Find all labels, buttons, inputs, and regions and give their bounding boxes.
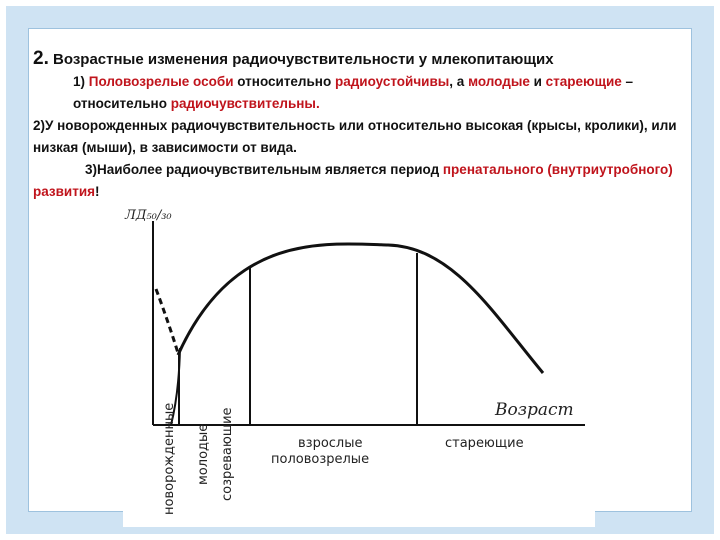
category-young: молодые (196, 423, 211, 485)
category-sexually-mature: половозрелые (271, 452, 370, 467)
category-adult: взрослые (298, 436, 363, 451)
radioresistance-curve (178, 244, 543, 373)
title-text: Возрастные изменения радиочувствительности у млекопитающих (48, 51, 554, 68)
point-2: 2)У новорожденных радиочувствительность или относительно высокая (крысы, кролики), или низкая (мыши), в зависимости от вида. (33, 118, 677, 155)
term-young: молодые (468, 74, 530, 89)
term-aging: стареющие (545, 74, 622, 89)
category-maturing: созревающие (220, 407, 235, 501)
y-axis-label: ЛД₅₀/₃₀ (125, 208, 172, 223)
point-1-text-b: , а (449, 74, 469, 89)
term-prenatal: пренатального (внутриутробного) развития (33, 162, 673, 199)
term-mature: Половозрелые особи (88, 74, 234, 89)
dashed-curve-segment (156, 289, 178, 353)
point-3 (33, 159, 683, 203)
point-1-text-c: и (529, 74, 546, 89)
slide-title (33, 48, 683, 71)
term-radiosensitive: радиочувствительны. (170, 96, 320, 111)
point-1-number: 1) (73, 74, 89, 89)
slide-text (33, 48, 683, 203)
age-radiosensitivity-figure (123, 203, 595, 527)
figure-svg (123, 203, 595, 527)
category-aging: стареющие (445, 436, 524, 451)
x-axis-label: Возраст (495, 400, 574, 420)
term-radioresistant: радиоустойчивы (334, 74, 450, 89)
point-1 (33, 71, 683, 115)
point-3-text: 3)Наиболее радиочувствительным является период (85, 162, 443, 177)
point-3-end: ! (95, 184, 100, 199)
point-1-text-d: – относительно (73, 74, 634, 111)
point-1-text-a: относительно (233, 74, 335, 89)
category-newborn: новорожденные (162, 402, 177, 515)
title-number: 2. (33, 48, 49, 69)
